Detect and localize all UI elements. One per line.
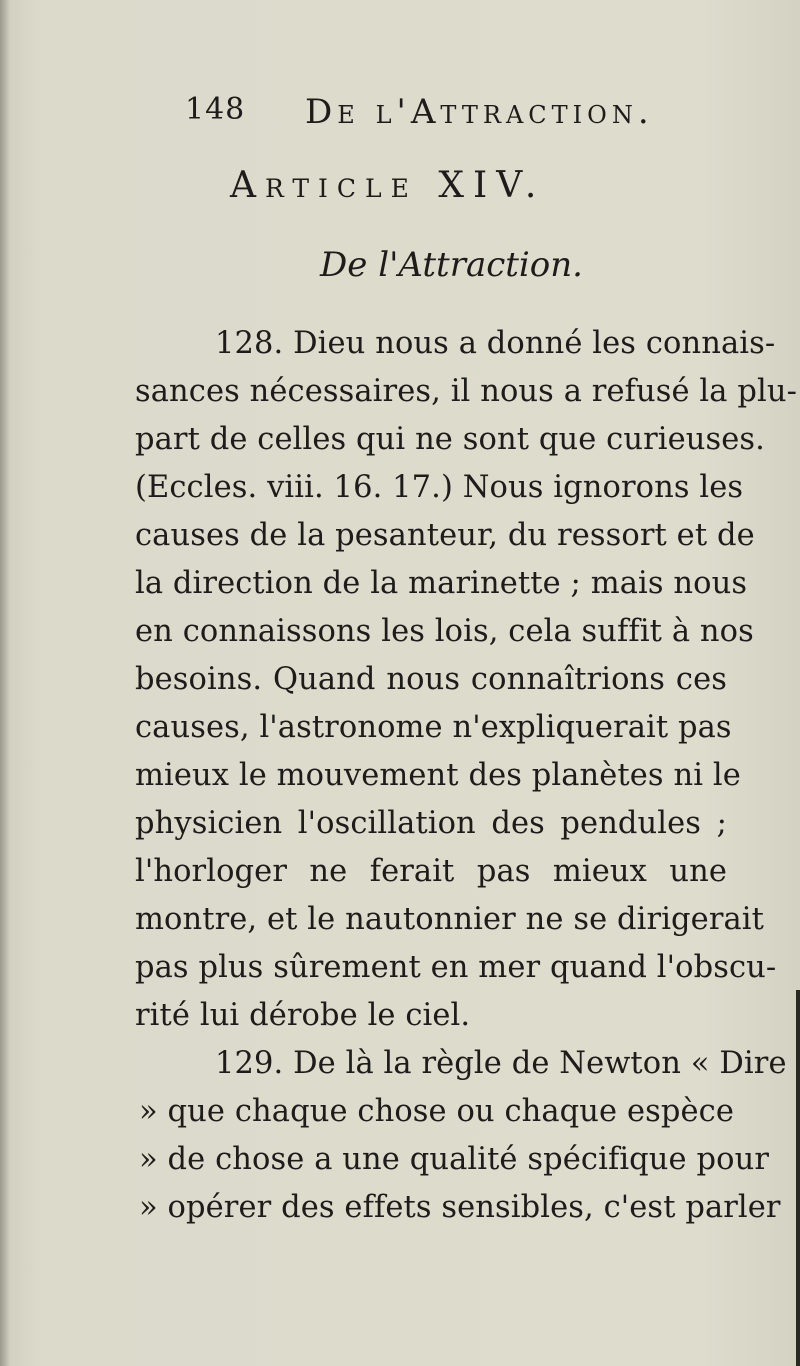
page-number: 148 xyxy=(185,92,246,127)
text-line: physicien l'oscillation des pendules ; xyxy=(135,806,727,841)
body-text xyxy=(135,320,797,1232)
text-line: causes, l'astronome n'expliquerait pas xyxy=(135,710,732,745)
text-line: l'horloger ne ferait pas mieux une xyxy=(135,854,727,889)
text-line: » de chose a une qualité spécifique pour xyxy=(139,1142,770,1177)
text-line: la direction de la marinette ; mais nous xyxy=(135,566,748,601)
text-line: en connaissons les lois, cela suffit à nos xyxy=(135,614,754,649)
text-line: 129. De là la règle de Newton « Dire xyxy=(215,1046,787,1081)
text-line: rité lui dérobe le ciel. xyxy=(135,998,471,1033)
text-line: causes de la pesanteur, du ressort et de xyxy=(135,518,755,553)
page-edge xyxy=(796,990,800,1366)
text-line: montre, et le nautonnier ne se dirigerait xyxy=(135,902,765,937)
section-title: De l'Attraction. xyxy=(320,245,583,285)
running-header xyxy=(185,92,745,142)
text-line: (Eccles. viii. 16. 17.) Nous ignorons les xyxy=(135,470,744,505)
text-line: sances nécessaires, il nous a refusé la plu- xyxy=(135,374,797,409)
text-line: pas plus sûrement en mer quand l'obscu- xyxy=(135,950,777,985)
text-line: part de celles qui ne sont que curieuses. xyxy=(135,422,765,457)
text-line: besoins. Quand nous connaîtrions ces xyxy=(135,662,727,697)
spine-shadow xyxy=(0,0,10,1366)
text-line: » que chaque chose ou chaque espèce xyxy=(139,1094,735,1129)
running-title: De l'Attraction. xyxy=(305,92,654,132)
text-line: 128. Dieu nous a donné les connais- xyxy=(215,326,776,361)
text-line: mieux le mouvement des planètes ni le xyxy=(135,758,741,793)
article-heading: Article XIV. xyxy=(230,165,546,206)
text-line: » opérer des effets sensibles, c'est parler xyxy=(139,1190,781,1225)
